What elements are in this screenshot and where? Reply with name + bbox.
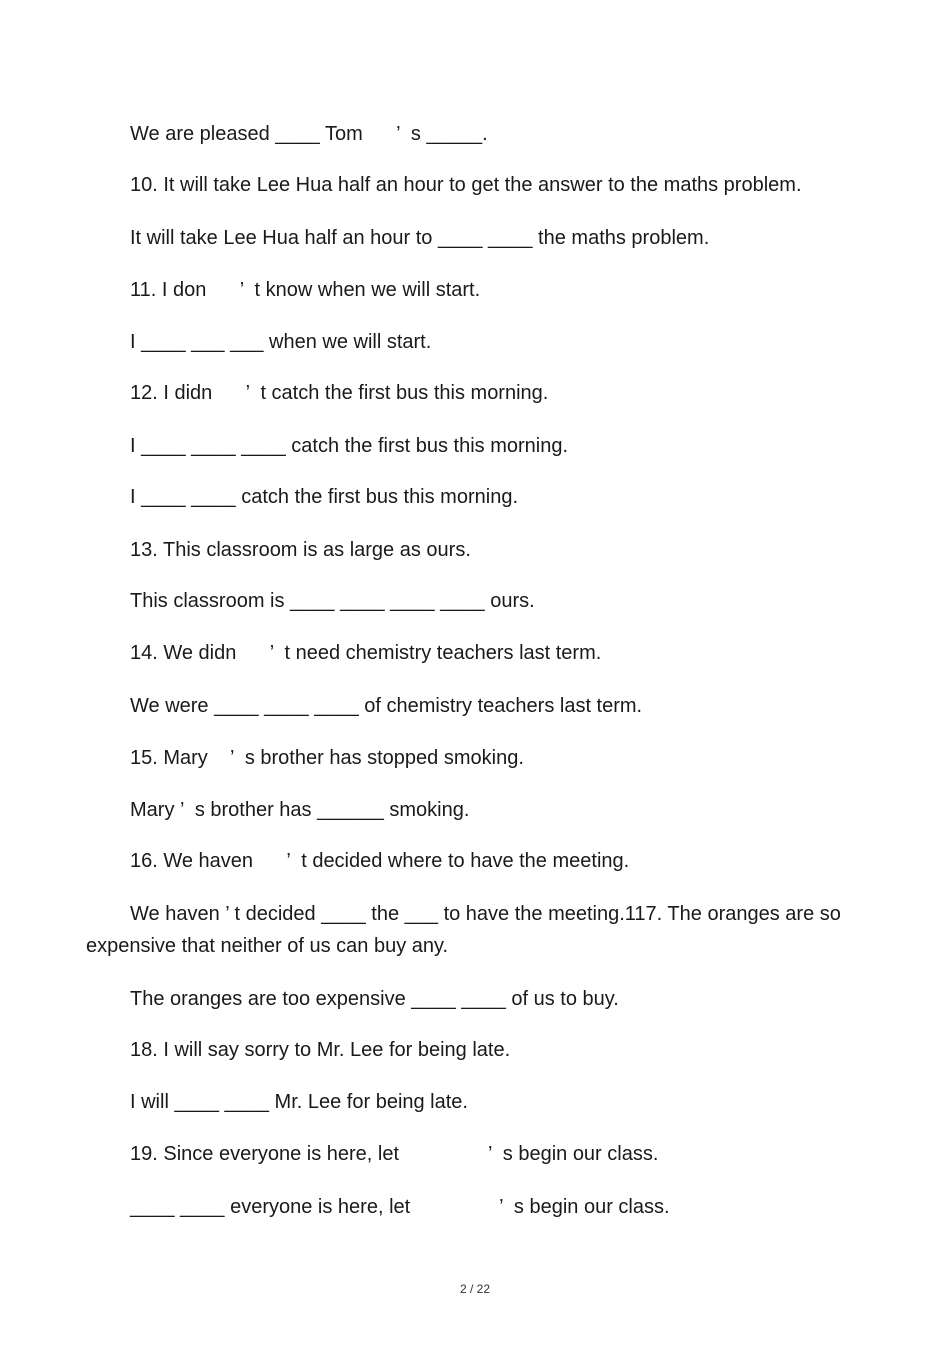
question-19: 19. Since everyone is here, let ’ s begin our class. (130, 1143, 659, 1165)
question-10: 10. It will take Lee Hua half an hour to get the answer to the maths problem. (130, 174, 802, 196)
answer-19: ____ ____ everyone is here, let ’ s begin our class. (130, 1196, 670, 1218)
answer-12a: I ____ ____ ____ catch the first bus this morning. (130, 435, 569, 457)
answer-10: It will take Lee Hua half an hour to ____ ____ the maths problem. (130, 227, 710, 249)
question-16: 16. We haven ’ t decided where to have the meeting. (130, 850, 630, 872)
answer-17: The oranges are too expensive ____ ____ of us to buy. (130, 988, 619, 1010)
answer-12b: I ____ ____ catch the first bus this morning. (130, 486, 518, 508)
question-15: 15. Mary ’ s brother has stopped smoking. (130, 747, 524, 769)
question-11: 11. I don ’ t know when we will start. (130, 279, 481, 301)
question-13: 13. This classroom is as large as ours. (130, 539, 471, 561)
answer-11: I ____ ___ ___ when we will start. (130, 331, 432, 353)
answer-16-question-17: We haven ’ t decided ____ the ___ to have the meeting.117. The oranges are so expensive that neither of us can buy any. (86, 903, 841, 957)
question-12: 12. I didn ’ t catch the first bus this morning. (130, 382, 549, 404)
answer-18: I will ____ ____ Mr. Lee for being late. (130, 1091, 468, 1113)
answer-14: We were ____ ____ ____ of chemistry teachers last term. (130, 695, 643, 717)
answer-15: Mary ’ s brother has ______ smoking. (130, 799, 470, 821)
question-14: 14. We didn ’ t need chemistry teachers last term. (130, 642, 602, 664)
line-1: We are pleased ____ Tom ’ s _____. (130, 123, 488, 145)
page-number: 2 / 22 (459, 1282, 491, 1296)
question-18: 18. I will say sorry to Mr. Lee for being late. (130, 1039, 511, 1061)
answer-13: This classroom is ____ ____ ____ ____ ours. (130, 590, 535, 612)
